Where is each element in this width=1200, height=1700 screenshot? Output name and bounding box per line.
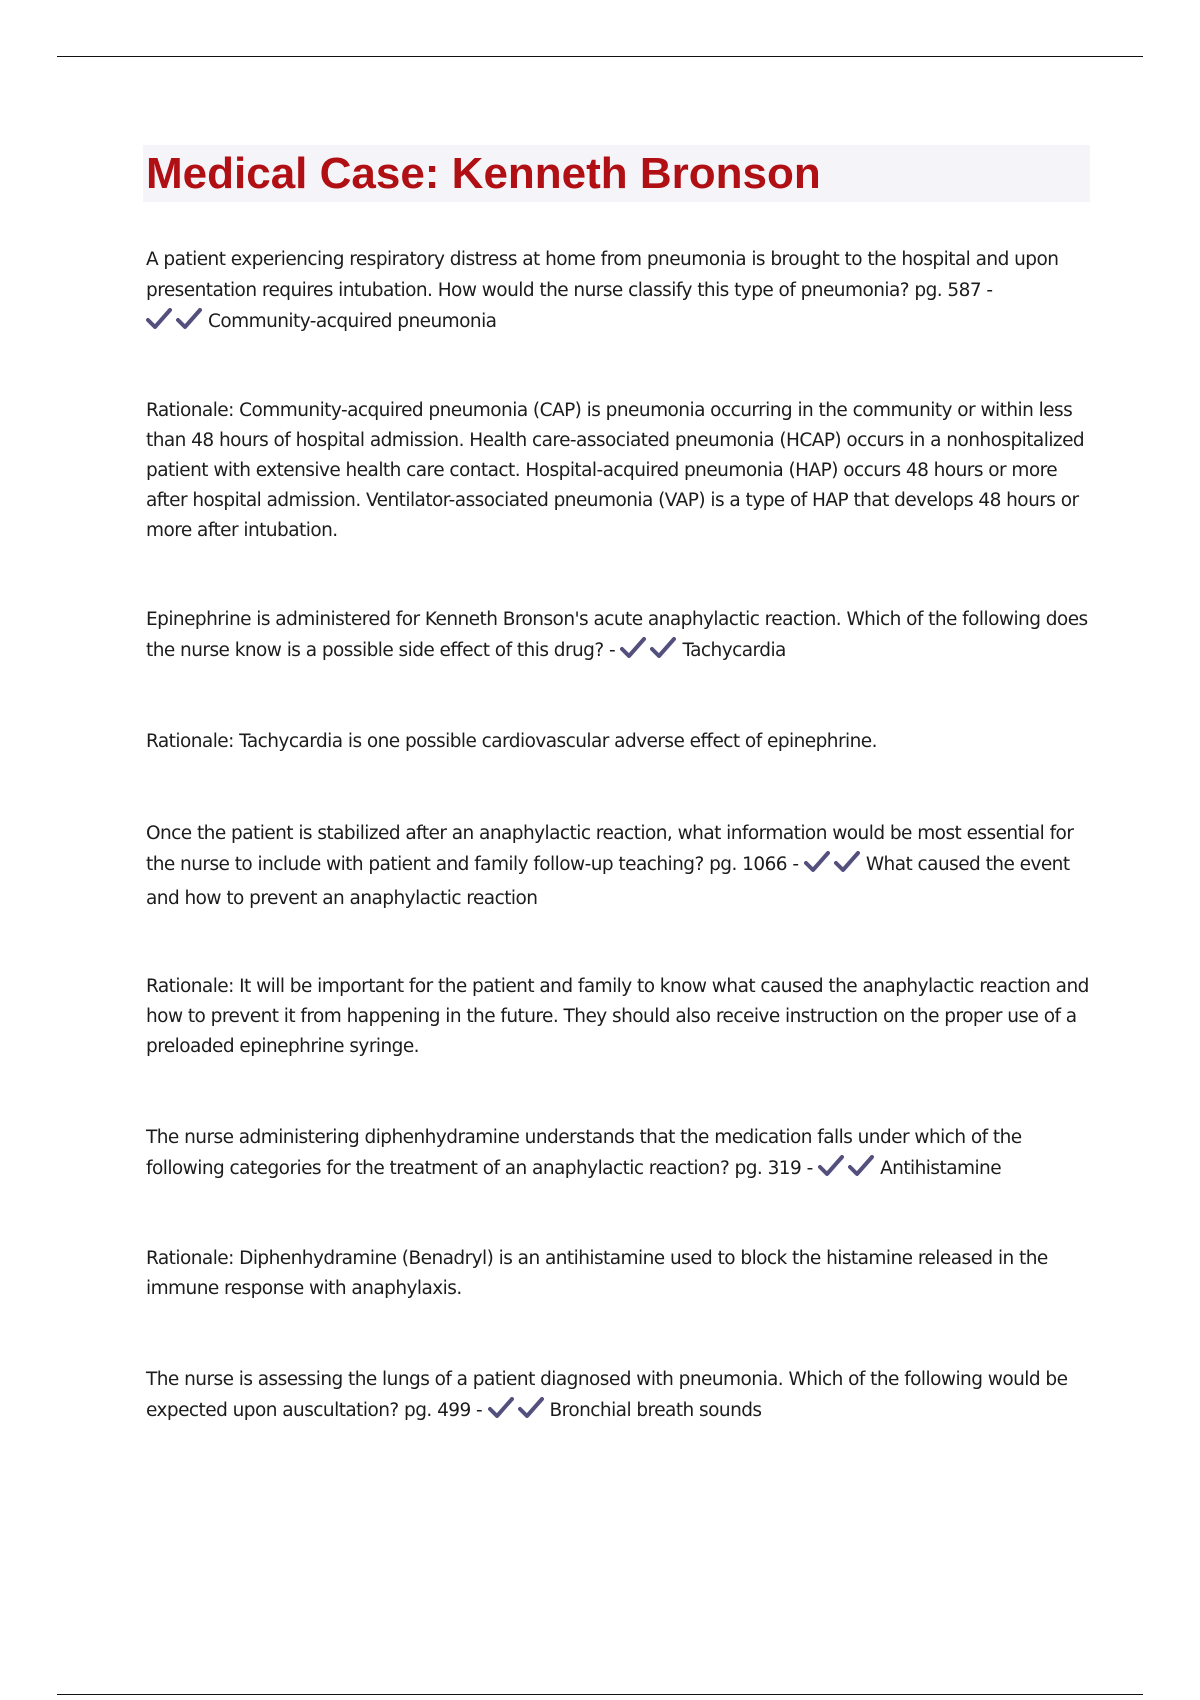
answer-3: What caused the event and how to prevent an anaphylactic reaction [146, 854, 1070, 909]
question-3-text: Once the patient is stabilized after an anaphylactic reaction, what information would be most essential for the nurse to include with patient and family follow-up teaching? pg. 1066 - [146, 823, 1074, 875]
top-rule [57, 56, 1143, 57]
question-2-text: Epinephrine is administered for Kenneth Bronson's acute anaphylactic reaction. Which of the following does the nurse know is a possible side effect of this drug? - [146, 609, 1088, 661]
check-mark-icon [848, 1155, 874, 1177]
check-mark-icon [620, 637, 646, 659]
answer-1: Community-acquired pneumonia [208, 311, 497, 332]
rationale-3: Rationale: It will be important for the patient and family to know what caused the anaphylactic reaction and how to prevent it from happening in the future. They should also receive instruction on the proper use of a preloaded epinephrine syringe. [146, 976, 1089, 1057]
answer-checks [818, 1155, 878, 1187]
question-5 [146, 1364, 1094, 1429]
check-mark-icon [818, 1155, 844, 1177]
question-3 [146, 818, 1094, 914]
bottom-rule [57, 1694, 1143, 1695]
question-4 [146, 1122, 1094, 1187]
answer-5: Bronchial breath sounds [549, 1400, 762, 1421]
question-2 [146, 604, 1094, 669]
check-mark-icon [518, 1397, 544, 1419]
question-1-text: A patient experiencing respiratory distress at home from pneumonia is brought to the hospital and upon presentation requires intubation. How would the nurse classify this type of pneumonia? pg. 587 - [146, 249, 1059, 301]
check-mark-icon [176, 308, 202, 330]
check-mark-icon [804, 851, 830, 873]
rationale-1: Rationale: Community-acquired pneumonia (CAP) is pneumonia occurring in the community or within less than 48 hours of hospital admission. Health care-associated pneumonia (HCAP) occurs in a nonhospitalized patient with extensive health care contact. Hospital-acquired pneumonia (HAP) occurs 48 hours or more after hospital admission. Ventilator-associated pneumonia (VAP) is a type of HAP that develops 48 hours or more after intubation. [146, 400, 1085, 541]
rationale-4: Rationale: Diphenhydramine (Benadryl) is an antihistamine used to block the histamine released in the immune response with anaphylaxis. [146, 1248, 1048, 1299]
answer-4: Antihistamine [880, 1158, 1002, 1179]
question-4-text: The nurse administering diphenhydramine understands that the medication falls under which of the following categories for the treatment of an anaphylactic reaction? pg. 319 - [146, 1127, 1022, 1179]
answer-checks [488, 1397, 548, 1429]
check-mark-icon [146, 308, 172, 330]
question-5-text: The nurse is assessing the lungs of a patient diagnosed with pneumonia. Which of the following would be expected upon auscultation? pg. 499 - [146, 1369, 1068, 1421]
check-mark-icon [834, 851, 860, 873]
rationale-2: Rationale: Tachycardia is one possible cardiovascular adverse effect of epinephrine. [146, 731, 877, 752]
check-mark-icon [488, 1397, 514, 1419]
answer-checks [146, 308, 206, 340]
page-title: Medical Case: Kenneth Bronson [146, 149, 821, 198]
answer-checks [620, 637, 680, 669]
answer-2: Tachycardia [682, 640, 786, 661]
question-1 [146, 244, 1094, 340]
check-mark-icon [650, 637, 676, 659]
answer-checks [804, 851, 864, 883]
